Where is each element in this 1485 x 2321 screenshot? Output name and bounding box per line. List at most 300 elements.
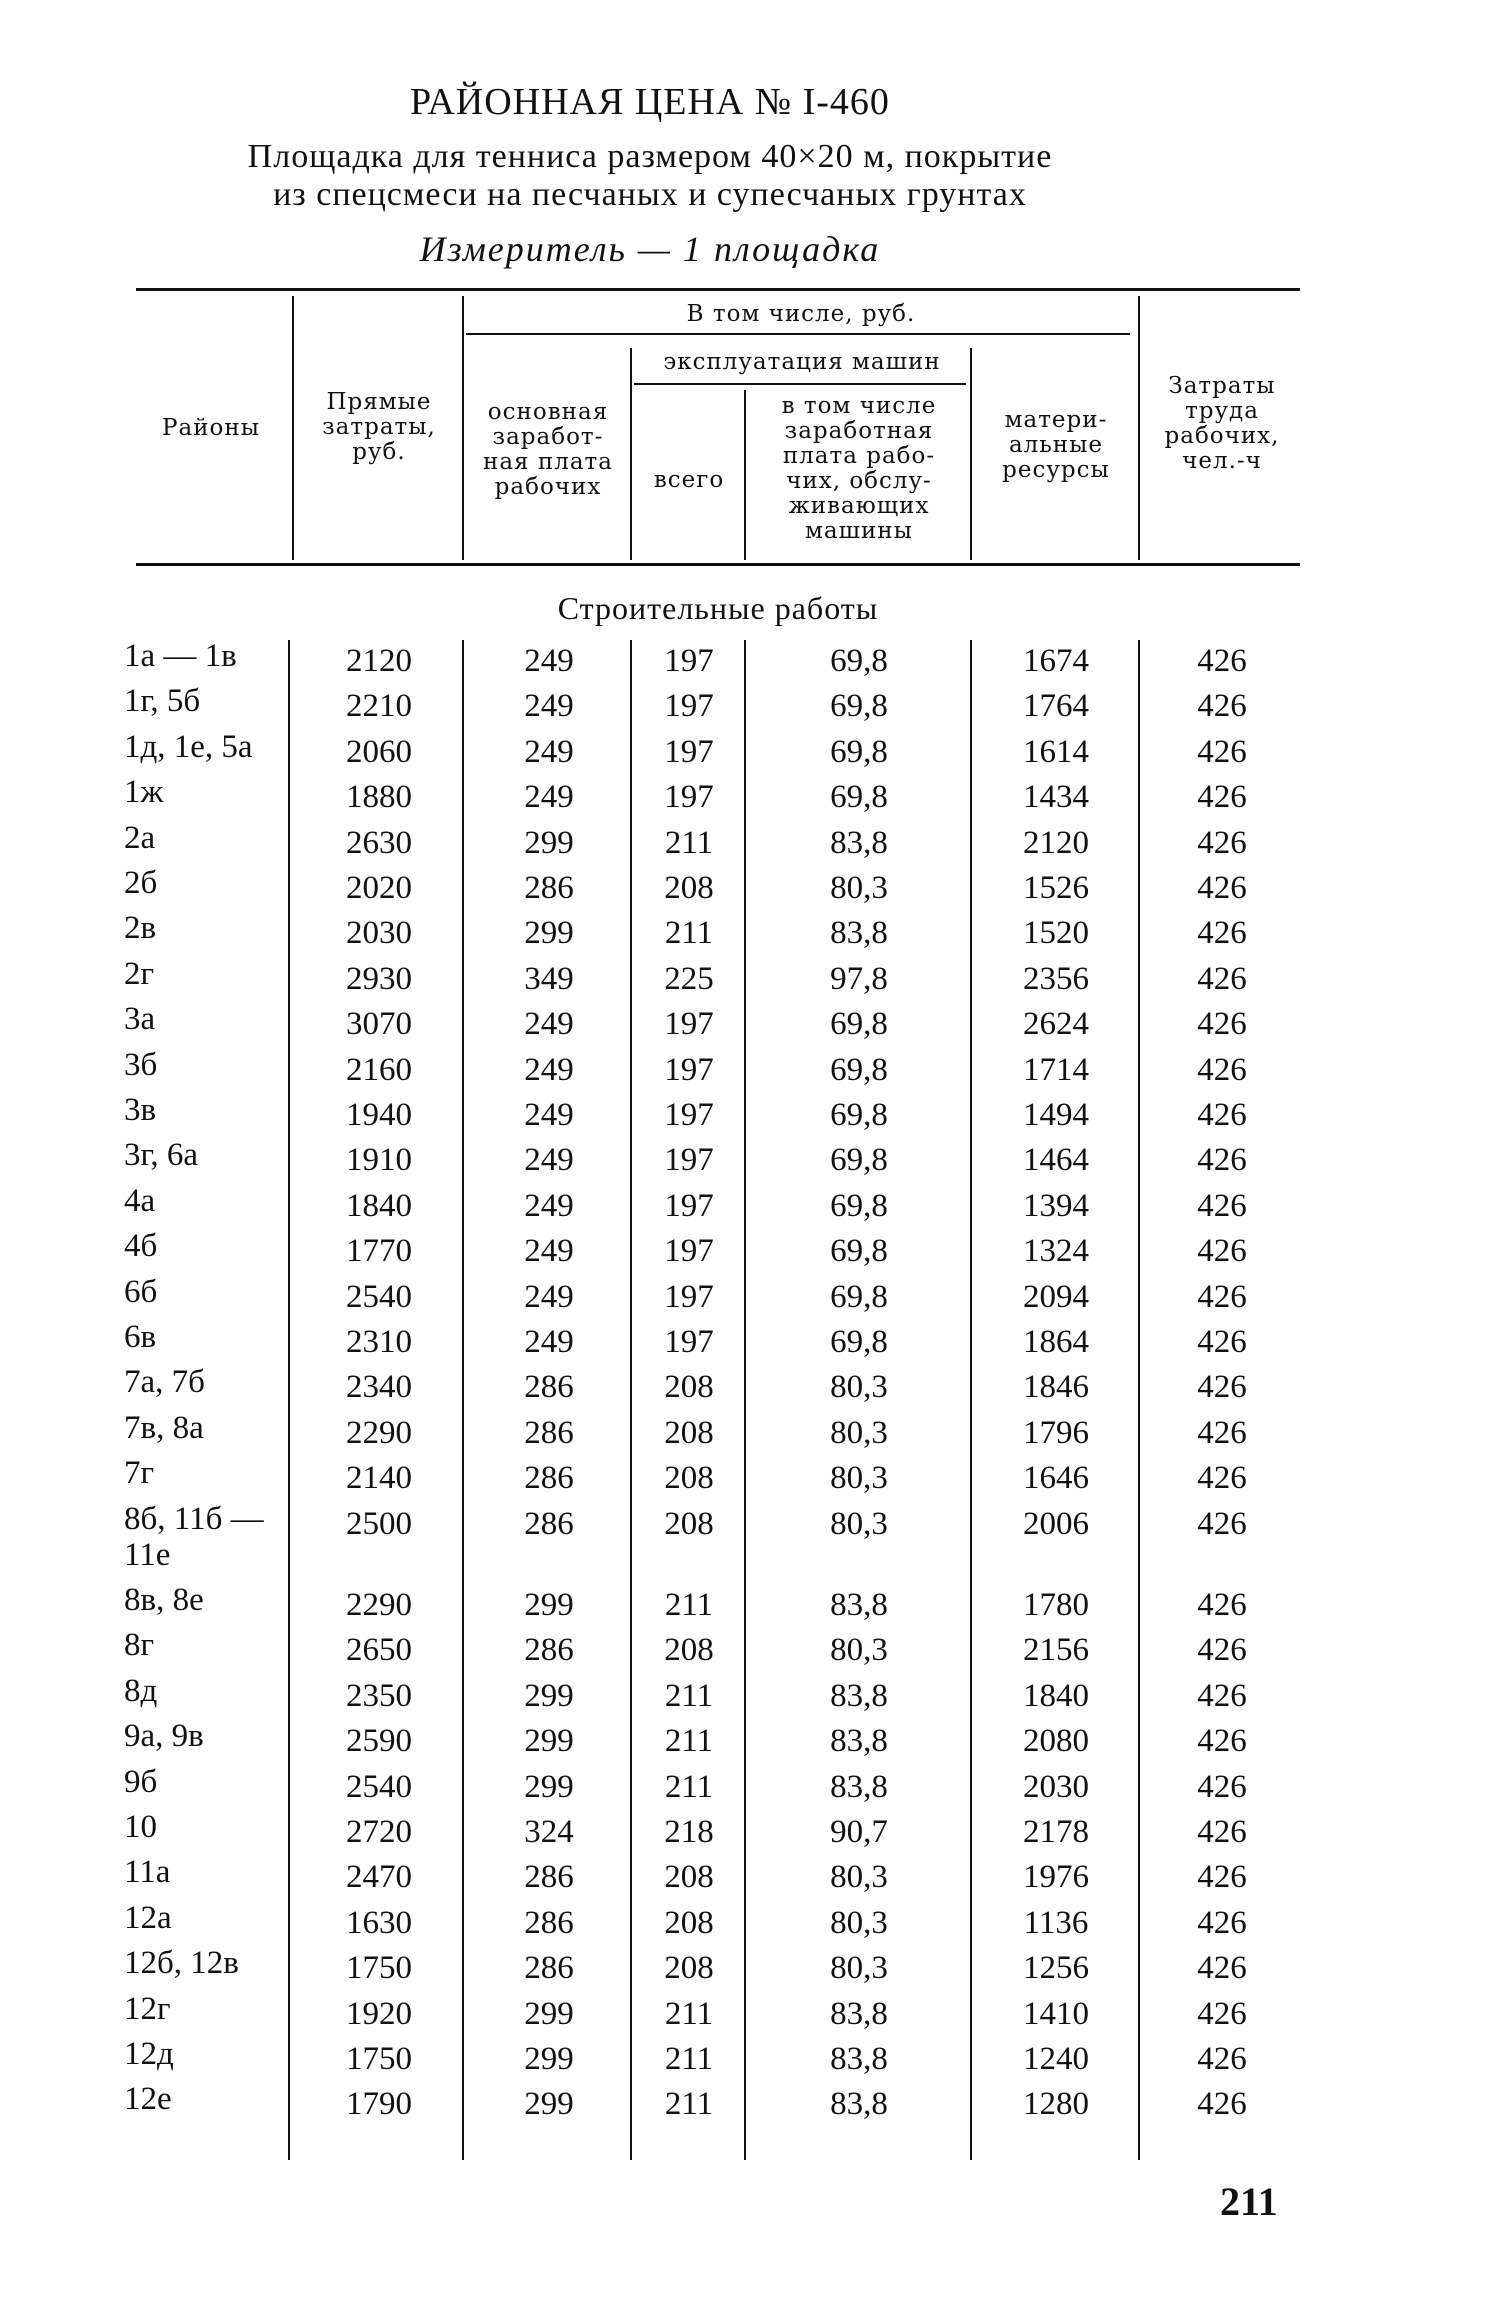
machine-wage-cell: 83,8 <box>830 2041 888 2077</box>
main-wage-cell: 299 <box>524 1995 574 2032</box>
machine-total-cell: 211 <box>664 2041 714 2077</box>
main-wage-cell: 349 <box>524 960 574 997</box>
materials-cell: 1324 <box>1023 1233 1089 1270</box>
table-row <box>0 956 1300 1002</box>
materials-cell: 2178 <box>1023 1814 1089 1850</box>
direct-costs-cell: 1920 <box>346 1995 412 2032</box>
labor-cell: 426 <box>1197 1142 1247 1179</box>
table-row <box>0 1945 1300 1991</box>
header-divider <box>292 296 294 560</box>
region-cell: 7в, 8а <box>124 1409 204 1446</box>
main-wage-cell: 249 <box>524 1051 574 1088</box>
header-line: труда <box>1185 398 1259 424</box>
labor-cell: 426 <box>1197 2086 1247 2123</box>
table-row <box>0 1092 1300 1138</box>
main-wage-cell: 249 <box>524 733 574 770</box>
machine-wage-cell: 80,3 <box>830 1859 888 1896</box>
table-row <box>0 1582 1300 1628</box>
main-wage-cell: 286 <box>524 870 574 906</box>
region-cell: 2в <box>124 910 157 947</box>
materials-cell: 1864 <box>1023 1324 1089 1360</box>
header-line: Затраты <box>1168 373 1276 399</box>
region-cell: 10 <box>124 1809 157 1845</box>
main-wage-cell: 299 <box>524 2086 574 2123</box>
labor-cell: 426 <box>1197 1414 1247 1451</box>
machine-wage-cell: 80,3 <box>830 1460 888 1497</box>
machine-total-cell: 197 <box>664 1233 714 1270</box>
direct-costs-cell: 2590 <box>346 1723 412 1760</box>
table-row <box>0 820 1300 866</box>
materials-cell: 1494 <box>1023 1097 1089 1133</box>
machine-wage-cell: 90,7 <box>830 1814 888 1850</box>
direct-costs-cell: 2290 <box>346 1587 412 1623</box>
table-row <box>0 1001 1300 1047</box>
materials-cell: 2094 <box>1023 1278 1089 1315</box>
labor-cell: 426 <box>1197 1814 1247 1850</box>
table-row <box>0 1500 1300 1573</box>
subtitle-line-2: из спецсмеси на песчаных и супесчаных грунтах <box>273 176 1027 213</box>
subtitle-line-1: Площадка для тенниса размером 40×20 м, покрытие <box>247 138 1053 175</box>
materials-cell: 1764 <box>1023 688 1089 725</box>
materials-cell: 2030 <box>1023 1768 1089 1805</box>
main-wage-cell: 324 <box>524 1814 574 1850</box>
machine-total-cell: 197 <box>664 733 714 770</box>
machine-total-cell: 225 <box>664 960 714 997</box>
header-divider <box>462 296 464 560</box>
labor-cell: 426 <box>1197 1904 1247 1941</box>
machine-wage-cell: 83,8 <box>830 824 888 861</box>
labor-cell: 426 <box>1197 1369 1247 1406</box>
main-wage-cell: 286 <box>524 1505 574 1542</box>
machine-total-cell: 197 <box>664 688 714 725</box>
table-row <box>0 1718 1300 1764</box>
machine-wage-cell: 69,8 <box>830 1006 888 1043</box>
machine-total-cell: 211 <box>664 824 714 861</box>
table-row <box>0 1627 1300 1673</box>
direct-costs-cell: 2930 <box>346 960 412 997</box>
direct-costs-cell: 2540 <box>346 1768 412 1805</box>
region-cell: 12е <box>124 2081 172 2118</box>
direct-costs-cell: 2210 <box>346 688 412 725</box>
region-cell: 1ж <box>124 774 164 811</box>
region-cell: 12д <box>124 2036 174 2072</box>
header-line: чих, обслу- <box>786 468 932 494</box>
header-line: заработная <box>784 418 934 444</box>
table-row <box>0 683 1300 729</box>
table-row <box>0 1410 1300 1456</box>
machine-total-cell: 197 <box>664 643 714 679</box>
direct-costs-cell: 2500 <box>346 1505 412 1542</box>
region-cell: 7а, 7б <box>124 1364 205 1401</box>
header-total: всего <box>653 467 725 493</box>
table-row <box>0 1764 1300 1810</box>
header-machine-wage <box>748 394 970 544</box>
machine-total-cell: 208 <box>664 1414 714 1451</box>
table-row <box>0 865 1300 911</box>
labor-cell: 426 <box>1197 915 1247 952</box>
region-cell: 4б <box>124 1228 158 1265</box>
machine-total-cell: 208 <box>664 1950 714 1987</box>
labor-cell: 426 <box>1197 1233 1247 1270</box>
header-line: рабочих, <box>1164 423 1280 449</box>
machine-total-cell: 208 <box>664 1505 714 1542</box>
direct-costs-cell: 2020 <box>346 870 412 906</box>
header-line: живающих <box>788 493 930 519</box>
region-cell: 3а <box>124 1001 156 1038</box>
header-line: рабочих <box>494 474 602 500</box>
region-cell: 8в, 8е <box>124 1582 204 1618</box>
table-row <box>0 638 1300 684</box>
machine-wage-cell: 80,3 <box>830 1950 888 1987</box>
section-title: Строительные работы <box>557 590 879 626</box>
machine-total-cell: 211 <box>664 1768 714 1805</box>
materials-cell: 1646 <box>1023 1460 1089 1497</box>
labor-cell: 426 <box>1197 1950 1247 1987</box>
labor-cell: 426 <box>1197 1768 1247 1805</box>
labor-cell: 426 <box>1197 824 1247 861</box>
machine-wage-cell: 69,8 <box>830 779 888 816</box>
table-row <box>0 1673 1300 1719</box>
table-row <box>0 1809 1300 1855</box>
table-row <box>0 2081 1300 2127</box>
machine-total-cell: 211 <box>664 2086 714 2123</box>
direct-costs-cell: 1790 <box>346 2086 412 2123</box>
direct-costs-cell: 1750 <box>346 1950 412 1987</box>
main-wage-cell: 299 <box>524 824 574 861</box>
materials-cell: 1280 <box>1023 2086 1089 2123</box>
header-line: машины <box>805 518 913 544</box>
main-wage-cell: 286 <box>524 1460 574 1497</box>
labor-cell: 426 <box>1197 1460 1247 1497</box>
table-row <box>0 1364 1300 1410</box>
header-line: альные <box>1008 432 1104 458</box>
header-line: заработ- <box>492 424 604 450</box>
direct-costs-cell: 2160 <box>346 1051 412 1088</box>
materials-cell: 1240 <box>1023 2041 1089 2077</box>
machine-total-cell: 208 <box>664 1904 714 1941</box>
machine-total-cell: 197 <box>664 1278 714 1315</box>
materials-cell: 1256 <box>1023 1950 1089 1987</box>
region-cell: 3в <box>124 1092 157 1128</box>
materials-cell: 2006 <box>1023 1505 1089 1542</box>
header-direct-costs <box>296 390 462 465</box>
table-row <box>0 1183 1300 1229</box>
machine-wage-cell: 80,3 <box>830 1632 888 1669</box>
region-cell: 9б <box>124 1763 158 1800</box>
main-wage-cell: 249 <box>524 1278 574 1315</box>
header-line: Прямые <box>326 389 432 415</box>
header-machine-operation: эксплуатация машин <box>663 349 941 375</box>
region-cell: 2г <box>124 955 155 992</box>
materials-cell: 2120 <box>1023 824 1089 861</box>
materials-cell: 1520 <box>1023 915 1089 952</box>
main-wage-cell: 299 <box>524 1587 574 1623</box>
header-line: ресурсы <box>1002 457 1110 483</box>
main-wage-cell: 286 <box>524 1859 574 1896</box>
machine-total-cell: 197 <box>664 1051 714 1088</box>
machine-total-cell: 208 <box>664 1632 714 1669</box>
materials-cell: 1714 <box>1023 1051 1089 1088</box>
table-row <box>0 1319 1300 1365</box>
materials-cell: 1796 <box>1023 1414 1089 1451</box>
machine-total-cell: 197 <box>664 1006 714 1043</box>
machine-wage-cell: 69,8 <box>830 1142 888 1179</box>
main-wage-cell: 249 <box>524 1097 574 1133</box>
machine-total-cell: 211 <box>664 1995 714 2032</box>
main-wage-cell: 249 <box>524 1324 574 1360</box>
table-row <box>0 1991 1300 2037</box>
measure-unit: Измеритель — 1 площадка <box>419 229 881 269</box>
header-sub-rule <box>634 383 966 385</box>
header-line: руб. <box>352 439 406 465</box>
main-wage-cell: 286 <box>524 1369 574 1406</box>
direct-costs-cell: 2290 <box>346 1414 412 1451</box>
main-wage-cell: 299 <box>524 1677 574 1714</box>
header-divider <box>744 390 746 560</box>
materials-cell: 1410 <box>1023 1995 1089 2032</box>
machine-total-cell: 211 <box>664 1587 714 1623</box>
machine-wage-cell: 83,8 <box>830 1995 888 2032</box>
region-cell: 2а <box>124 819 156 856</box>
machine-total-cell: 208 <box>664 1369 714 1406</box>
header-sub-rule <box>466 333 1130 335</box>
materials-cell: 1780 <box>1023 1587 1089 1623</box>
table-row <box>0 1455 1300 1501</box>
region-cell: 7г <box>124 1455 155 1492</box>
region-cell: 12г <box>124 1990 171 2027</box>
header-including: В том числе, руб. <box>686 301 916 327</box>
main-wage-cell: 299 <box>524 1723 574 1760</box>
main-wage-cell: 299 <box>524 2041 574 2077</box>
header-divider <box>970 348 972 560</box>
region-cell: 12а <box>124 1899 172 1936</box>
table-row <box>0 1900 1300 1946</box>
labor-cell: 426 <box>1197 1006 1247 1043</box>
machine-wage-cell: 69,8 <box>830 1233 888 1270</box>
materials-cell: 2624 <box>1023 1006 1089 1043</box>
machine-total-cell: 211 <box>664 1723 714 1760</box>
machine-wage-cell: 80,3 <box>830 1369 888 1406</box>
direct-costs-cell: 1750 <box>346 2041 412 2077</box>
labor-cell: 426 <box>1197 1587 1247 1623</box>
labor-cell: 426 <box>1197 688 1247 725</box>
materials-cell: 1434 <box>1023 779 1089 816</box>
header-line: чел.-ч <box>1182 448 1262 474</box>
table-row <box>0 1137 1300 1183</box>
main-wage-cell: 286 <box>524 1950 574 1987</box>
machine-total-cell: 218 <box>664 1814 714 1850</box>
labor-cell: 426 <box>1197 1995 1247 2032</box>
region-cell: 1а — 1в <box>124 638 237 674</box>
machine-wage-cell: 83,8 <box>830 1723 888 1760</box>
machine-wage-cell: 69,8 <box>830 1097 888 1133</box>
machine-wage-cell: 69,8 <box>830 1278 888 1315</box>
main-wage-cell: 249 <box>524 1187 574 1224</box>
direct-costs-cell: 1770 <box>346 1233 412 1270</box>
header-bottom-rule <box>136 563 1300 566</box>
machine-wage-cell: 83,8 <box>830 2086 888 2123</box>
direct-costs-cell: 2140 <box>346 1460 412 1497</box>
machine-total-cell: 197 <box>664 1097 714 1133</box>
region-cell: 8б, 11б — 11е <box>124 1500 264 1573</box>
machine-wage-cell: 80,3 <box>830 1414 888 1451</box>
direct-costs-cell: 2340 <box>346 1369 412 1406</box>
table-row <box>0 2036 1300 2082</box>
labor-cell: 426 <box>1197 1723 1247 1760</box>
machine-wage-cell: 83,8 <box>830 915 888 952</box>
region-cell: 4а <box>124 1182 156 1219</box>
machine-wage-cell: 83,8 <box>830 1587 888 1623</box>
region-cell: 3б <box>124 1046 158 1083</box>
header-regions: Районы <box>162 415 260 441</box>
machine-total-cell: 197 <box>664 1187 714 1224</box>
main-wage-cell: 249 <box>524 688 574 725</box>
region-cell: 3г, 6а <box>124 1137 198 1174</box>
table-row <box>0 910 1300 956</box>
machine-total-cell: 211 <box>664 915 714 952</box>
labor-cell: 426 <box>1197 1051 1247 1088</box>
machine-wage-cell: 80,3 <box>830 1904 888 1941</box>
region-cell: 1д, 1е, 5а <box>124 728 253 765</box>
machine-total-cell: 208 <box>664 870 714 906</box>
direct-costs-cell: 1630 <box>346 1904 412 1941</box>
direct-costs-cell: 2060 <box>346 733 412 770</box>
machine-total-cell: 197 <box>664 1324 714 1360</box>
region-cell: 6в <box>124 1319 157 1355</box>
machine-wage-cell: 80,3 <box>830 870 888 906</box>
header-line: в том числе <box>781 393 937 419</box>
main-wage-cell: 249 <box>524 1006 574 1043</box>
machine-total-cell: 197 <box>664 1142 714 1179</box>
materials-cell: 1614 <box>1023 733 1089 770</box>
machine-wage-cell: 83,8 <box>830 1768 888 1805</box>
header-line: матери- <box>1004 407 1108 433</box>
table-row <box>0 1228 1300 1274</box>
labor-cell: 426 <box>1197 1632 1247 1669</box>
labor-cell: 426 <box>1197 1187 1247 1224</box>
main-wage-cell: 299 <box>524 915 574 952</box>
region-cell: 8г <box>124 1627 155 1664</box>
region-cell: 1г, 5б <box>124 683 201 720</box>
machine-wage-cell: 69,8 <box>830 1324 888 1360</box>
region-cell: 8д <box>124 1672 158 1709</box>
header-materials <box>974 408 1138 483</box>
direct-costs-cell: 2350 <box>346 1677 412 1714</box>
machine-wage-cell: 83,8 <box>830 1677 888 1714</box>
direct-costs-cell: 2720 <box>346 1814 412 1850</box>
main-wage-cell: 249 <box>524 779 574 816</box>
labor-cell: 426 <box>1197 1505 1247 1542</box>
region-cell: 6б <box>124 1273 158 1310</box>
materials-cell: 1526 <box>1023 870 1089 906</box>
direct-costs-cell: 1880 <box>346 779 412 816</box>
materials-cell: 1976 <box>1023 1859 1089 1896</box>
direct-costs-cell: 2030 <box>346 915 412 952</box>
machine-wage-cell: 97,8 <box>830 960 888 997</box>
materials-cell: 1846 <box>1023 1369 1089 1406</box>
header-line: основная <box>487 399 609 425</box>
header-divider <box>1138 296 1140 560</box>
main-wage-cell: 286 <box>524 1632 574 1669</box>
direct-costs-cell: 3070 <box>346 1006 412 1043</box>
materials-cell: 2080 <box>1023 1723 1089 1760</box>
labor-cell: 426 <box>1197 1859 1247 1896</box>
machine-total-cell: 211 <box>664 1677 714 1714</box>
materials-cell: 1840 <box>1023 1677 1089 1714</box>
machine-wage-cell: 69,8 <box>830 1187 888 1224</box>
labor-cell: 426 <box>1197 2041 1247 2077</box>
direct-costs-cell: 1840 <box>346 1187 412 1224</box>
materials-cell: 2156 <box>1023 1632 1089 1669</box>
region-cell: 2б <box>124 865 158 901</box>
labor-cell: 426 <box>1197 643 1247 679</box>
table-row <box>0 1047 1300 1093</box>
materials-cell: 1464 <box>1023 1142 1089 1179</box>
labor-cell: 426 <box>1197 870 1247 906</box>
labor-cell: 426 <box>1197 1677 1247 1714</box>
labor-cell: 426 <box>1197 779 1247 816</box>
page-number: 211 <box>1220 2179 1278 2224</box>
direct-costs-cell: 1940 <box>346 1097 412 1133</box>
direct-costs-cell: 2630 <box>346 824 412 861</box>
header-divider <box>630 348 632 560</box>
machine-total-cell: 197 <box>664 779 714 816</box>
header-main-wage <box>466 400 630 500</box>
main-wage-cell: 249 <box>524 643 574 679</box>
header-line: ная плата <box>483 449 613 475</box>
header-line: затраты, <box>322 414 436 440</box>
direct-costs-cell: 1910 <box>346 1142 412 1179</box>
main-wage-cell: 286 <box>524 1904 574 1941</box>
header-line: плата рабо- <box>782 443 936 469</box>
main-wage-cell: 249 <box>524 1233 574 1270</box>
direct-costs-cell: 2310 <box>346 1324 412 1360</box>
materials-cell: 1674 <box>1023 643 1089 679</box>
table-row <box>0 1854 1300 1900</box>
main-wage-cell: 249 <box>524 1142 574 1179</box>
table-row <box>0 774 1300 820</box>
table-row <box>0 729 1300 775</box>
direct-costs-cell: 2540 <box>346 1278 412 1315</box>
main-wage-cell: 299 <box>524 1768 574 1805</box>
table-row <box>0 1274 1300 1320</box>
direct-costs-cell: 2470 <box>346 1859 412 1896</box>
direct-costs-cell: 2120 <box>346 643 412 679</box>
machine-wage-cell: 69,8 <box>830 733 888 770</box>
labor-cell: 426 <box>1197 733 1247 770</box>
materials-cell: 1136 <box>1023 1904 1089 1941</box>
header-top-rule <box>136 288 1300 291</box>
materials-cell: 2356 <box>1023 960 1089 997</box>
labor-cell: 426 <box>1197 1097 1247 1133</box>
machine-wage-cell: 69,8 <box>830 1051 888 1088</box>
region-cell: 9а, 9в <box>124 1718 204 1755</box>
region-cell: 11а <box>124 1854 171 1891</box>
machine-wage-cell: 80,3 <box>830 1505 888 1542</box>
header-labor <box>1142 374 1302 474</box>
labor-cell: 426 <box>1197 1278 1247 1315</box>
direct-costs-cell: 2650 <box>346 1632 412 1669</box>
machine-wage-cell: 69,8 <box>830 688 888 725</box>
labor-cell: 426 <box>1197 960 1247 997</box>
labor-cell: 426 <box>1197 1324 1247 1360</box>
machine-total-cell: 208 <box>664 1859 714 1896</box>
main-wage-cell: 286 <box>524 1414 574 1451</box>
page-title: РАЙОННАЯ ЦЕНА № I-460 <box>410 81 890 123</box>
machine-wage-cell: 69,8 <box>830 643 888 679</box>
materials-cell: 1394 <box>1023 1187 1089 1224</box>
region-cell: 12б, 12в <box>124 1945 239 1982</box>
